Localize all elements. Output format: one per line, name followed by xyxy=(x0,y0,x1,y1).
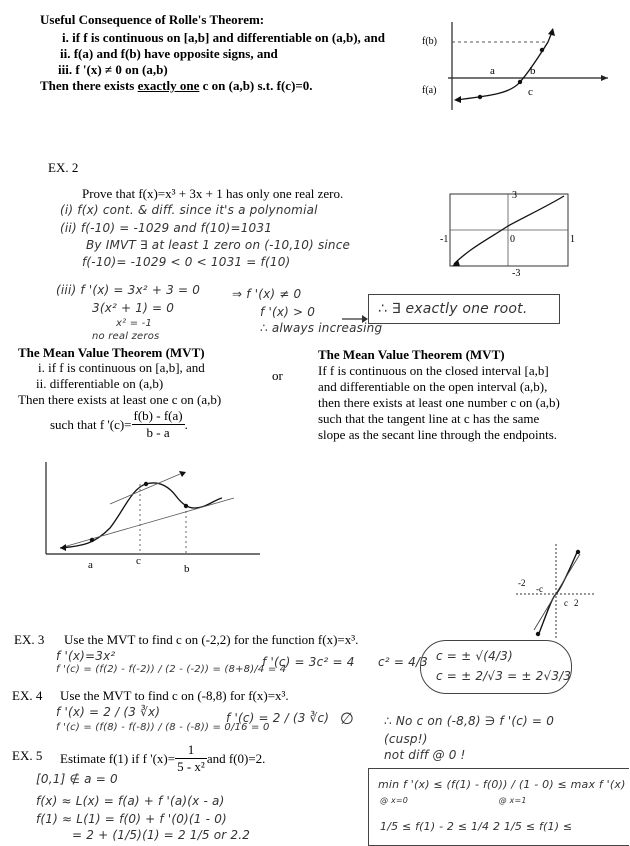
mvt-graph-label-c: c xyxy=(136,555,141,567)
ex5-numerator: 1 xyxy=(175,742,207,759)
rolle-item-3: iii. f '(x) ≠ 0 on (a,b) xyxy=(58,62,168,77)
ex4-work-7: not diff @ 0 ! xyxy=(384,748,466,762)
rolle-graph-label-c: c xyxy=(528,86,533,98)
rolle-graph-x-arrow-icon xyxy=(601,75,608,81)
ex2-work-4: f(-10)= -1029 < 0 < 1031 = f(10) xyxy=(82,255,291,269)
cubic-graph-label-c: c xyxy=(564,598,568,608)
ex4-prompt: Use the MVT to find c on (-8,8) for f(x)=x³. xyxy=(60,688,289,703)
cubic-graph-label-2: 2 xyxy=(574,598,579,608)
ex2-work-8: no real zeros xyxy=(92,331,160,342)
ex5-fraction xyxy=(175,742,207,775)
rolle-graph-point-b xyxy=(540,48,544,52)
or-text: or xyxy=(272,368,283,383)
rolle-graph-point-c xyxy=(518,80,522,84)
rolle-graph-label-a: a xyxy=(490,65,495,77)
mvt-graph-secant xyxy=(60,498,234,548)
ex2-work-7: x² = -1 xyxy=(116,318,153,329)
ex2-arrow-head-icon xyxy=(362,315,368,323)
ex2-label: EX. 2 xyxy=(48,160,79,175)
ex5-work-4: = 2 + (1/5)(1) = 2 1/5 or 2.2 xyxy=(72,828,251,842)
cubic-graph-point-top xyxy=(576,550,580,554)
mvt-left-item-1: i. if f is continuous on [a,b], and xyxy=(38,360,205,375)
mvt-left-item-2: ii. differentiable on (a,b) xyxy=(36,376,164,391)
mvt-right-line-3: then there exists at least one number c on (a,b) xyxy=(318,395,560,410)
ex5-denominator: 5 - x² xyxy=(177,759,205,774)
ex5-box-line-3: 1/5 ≤ f(1) - 2 ≤ 1/4 2 1/5 ≤ f(1) ≤ xyxy=(380,820,573,833)
ex2-work-1: (i) f(x) cont. & diff. since it's a polynomial xyxy=(60,203,318,217)
rolle-title: Useful Consequence of Rolle's Theorem: xyxy=(40,12,265,27)
mvt-right-line-1: If f is continuous on the closed interval [a,b] xyxy=(318,363,549,378)
mvt-left-such-that: such that f '(c)= xyxy=(50,416,132,432)
rolle-item-1: i. if f is continuous on [a,b] and differentiable on (a,b), and xyxy=(62,30,386,45)
mvt-graph-point-a xyxy=(90,538,94,542)
mvt-graph-label-a: a xyxy=(88,559,93,571)
ex4-work-6: (cusp!) xyxy=(384,732,428,746)
ex2-work-6: 3(x² + 1) = 0 xyxy=(92,301,175,315)
mvt-left-then: Then there exists at least one c on (a,b) xyxy=(18,392,222,407)
ex2-graph-label-mid: 0 xyxy=(510,234,515,245)
ex4-work-1: f '(x) = 2 / (3 ∛x) xyxy=(56,705,161,719)
ex2-work-5: (iii) f '(x) = 3x² + 3 = 0 xyxy=(56,283,201,297)
ex2-graph-label-top: 3 xyxy=(512,190,517,201)
mvt-graph-label-b: b xyxy=(184,563,190,575)
ex2-work-10: f '(x) > 0 xyxy=(260,305,316,319)
ex3-work-1: f '(x)=3x² xyxy=(56,649,116,663)
ex2-result-text: ∴ ∃ exactly one root. xyxy=(378,301,528,317)
mvt-graph-left-arrow-icon xyxy=(60,544,66,551)
rolle-graph-left-arrow-icon xyxy=(454,96,461,103)
rolle-graph-label-fb: f(b) xyxy=(422,36,437,47)
mvt-left-denominator: b - a xyxy=(146,425,170,440)
cubic-graph-label-mc: -c xyxy=(536,584,543,594)
mvt-right-title: The Mean Value Theorem (MVT) xyxy=(318,347,505,362)
cubic-graph-point-bottom xyxy=(536,632,540,636)
rolle-conclusion xyxy=(40,78,313,94)
ex2-graph xyxy=(440,186,580,276)
ex5-work-1: [0,1] ∉ a = 0 xyxy=(36,772,118,786)
rolle-graph xyxy=(418,18,618,113)
rolle-graph-label-b: b xyxy=(530,65,536,77)
ex5-work-3: f(1) ≈ L(1) = f(0) + f '(0)(1 - 0) xyxy=(36,812,227,826)
ex3-work-6: c = ± 2/√3 = ± 2√3/3 xyxy=(436,669,572,683)
ex2-graph-label-left: -1 xyxy=(440,234,449,245)
ex4-work-4: ∅ xyxy=(340,709,355,728)
ex4-work-3: f '(c) = 2 / (3 ∛c) xyxy=(226,711,330,725)
mvt-right-line-2: and differentiable on the open interval (a,b), xyxy=(318,379,548,394)
ex4-work-2: f '(c) = (f(8) - f(-8)) / (8 - (-8)) = 0/16 = 0 xyxy=(56,722,270,733)
ex2-work-2: (ii) f(-10) = -1029 and f(10)=1031 xyxy=(60,221,273,235)
ex3-label: EX. 3 xyxy=(14,632,45,647)
ex3-work-4: c² = 4/3 xyxy=(378,655,429,669)
rolle-conclusion-pre: Then there exists xyxy=(40,78,138,93)
mvt-left-numerator: f(b) - f(a) xyxy=(133,408,183,423)
mvt-right-line-5: slope as the secant line through the endpoints. xyxy=(318,427,558,442)
ex3-prompt: Use the MVT to find c on (-2,2) for the function f(x)=x³. xyxy=(64,632,359,647)
cubic-graph-curve xyxy=(538,550,578,636)
ex3-work-3: f '(c) = 3c² = 4 xyxy=(262,655,355,669)
ex4-work-5: ∴ No c on (-8,8) ∋ f '(c) = 0 xyxy=(384,714,555,728)
ex4-label: EX. 4 xyxy=(12,688,43,703)
mvt-graph xyxy=(36,458,266,578)
rolle-conclusion-underlined: exactly one xyxy=(137,78,200,93)
ex2-prompt: Prove that f(x)=x³ + 3x + 1 has only one real zero. xyxy=(82,186,344,201)
rolle-graph-label-fa: f(a) xyxy=(422,85,437,96)
mvt-graph-point-c xyxy=(144,482,148,486)
mvt-graph-point-b xyxy=(184,504,188,508)
ex2-arrow-to-box xyxy=(340,305,370,325)
mvt-graph-curve xyxy=(60,483,222,548)
ex5-work-2: f(x) ≈ L(x) = f(a) + f '(a)(x - a) xyxy=(36,794,225,808)
cubic-graph-label-m2: -2 xyxy=(518,578,526,588)
ex3-work-2: f '(c) = (f(2) - f(-2)) / (2 - (-2)) = (8+8)/4 = 4 xyxy=(56,664,287,675)
ex2-graph-label-right: 1 xyxy=(570,234,575,245)
ex5-box-line-2: @ x=0 @ x=1 xyxy=(380,796,527,805)
mvt-graph-tangent-arrow-icon xyxy=(179,471,186,477)
mvt-right-line-4: such that the tangent line at c has the same xyxy=(318,411,540,426)
ex5-label: EX. 5 xyxy=(12,748,43,763)
ex3-work-5: c = ± √(4/3) xyxy=(436,649,513,663)
ex2-graph-label-bottom: -3 xyxy=(512,268,521,276)
rolle-item-2: ii. f(a) and f(b) have opposite signs, and xyxy=(60,46,278,61)
ex2-graph-arrow-icon xyxy=(452,260,460,266)
rolle-graph-right-arrow-icon xyxy=(548,28,555,36)
ex5-prompt-post: and f(0)=2. xyxy=(206,750,266,766)
ex5-prompt xyxy=(60,742,265,775)
rolle-conclusion-post: c on (a,b) s.t. f(c)=0. xyxy=(199,78,313,93)
ex5-prompt-pre: Estimate f(1) if f '(x)= xyxy=(60,750,176,766)
mvt-left-formula xyxy=(50,408,188,441)
rolle-graph-point-a xyxy=(478,95,482,99)
ex2-work-3: By IMVT ∃ at least 1 zero on (-10,10) since xyxy=(86,238,351,252)
ex2-work-9: ⇒ f '(x) ≠ 0 xyxy=(232,287,302,301)
ex2-work-11: ∴ always increasing xyxy=(260,321,383,335)
mvt-left-period: . xyxy=(184,416,188,432)
cubic-graph xyxy=(510,540,600,640)
mvt-left-fraction xyxy=(132,408,185,441)
ex5-box-line-1: min f '(x) ≤ (f(1) - f(0)) / (1 - 0) ≤ max f '(x) xyxy=(378,778,626,791)
mvt-left-title: The Mean Value Theorem (MVT) xyxy=(18,345,205,360)
